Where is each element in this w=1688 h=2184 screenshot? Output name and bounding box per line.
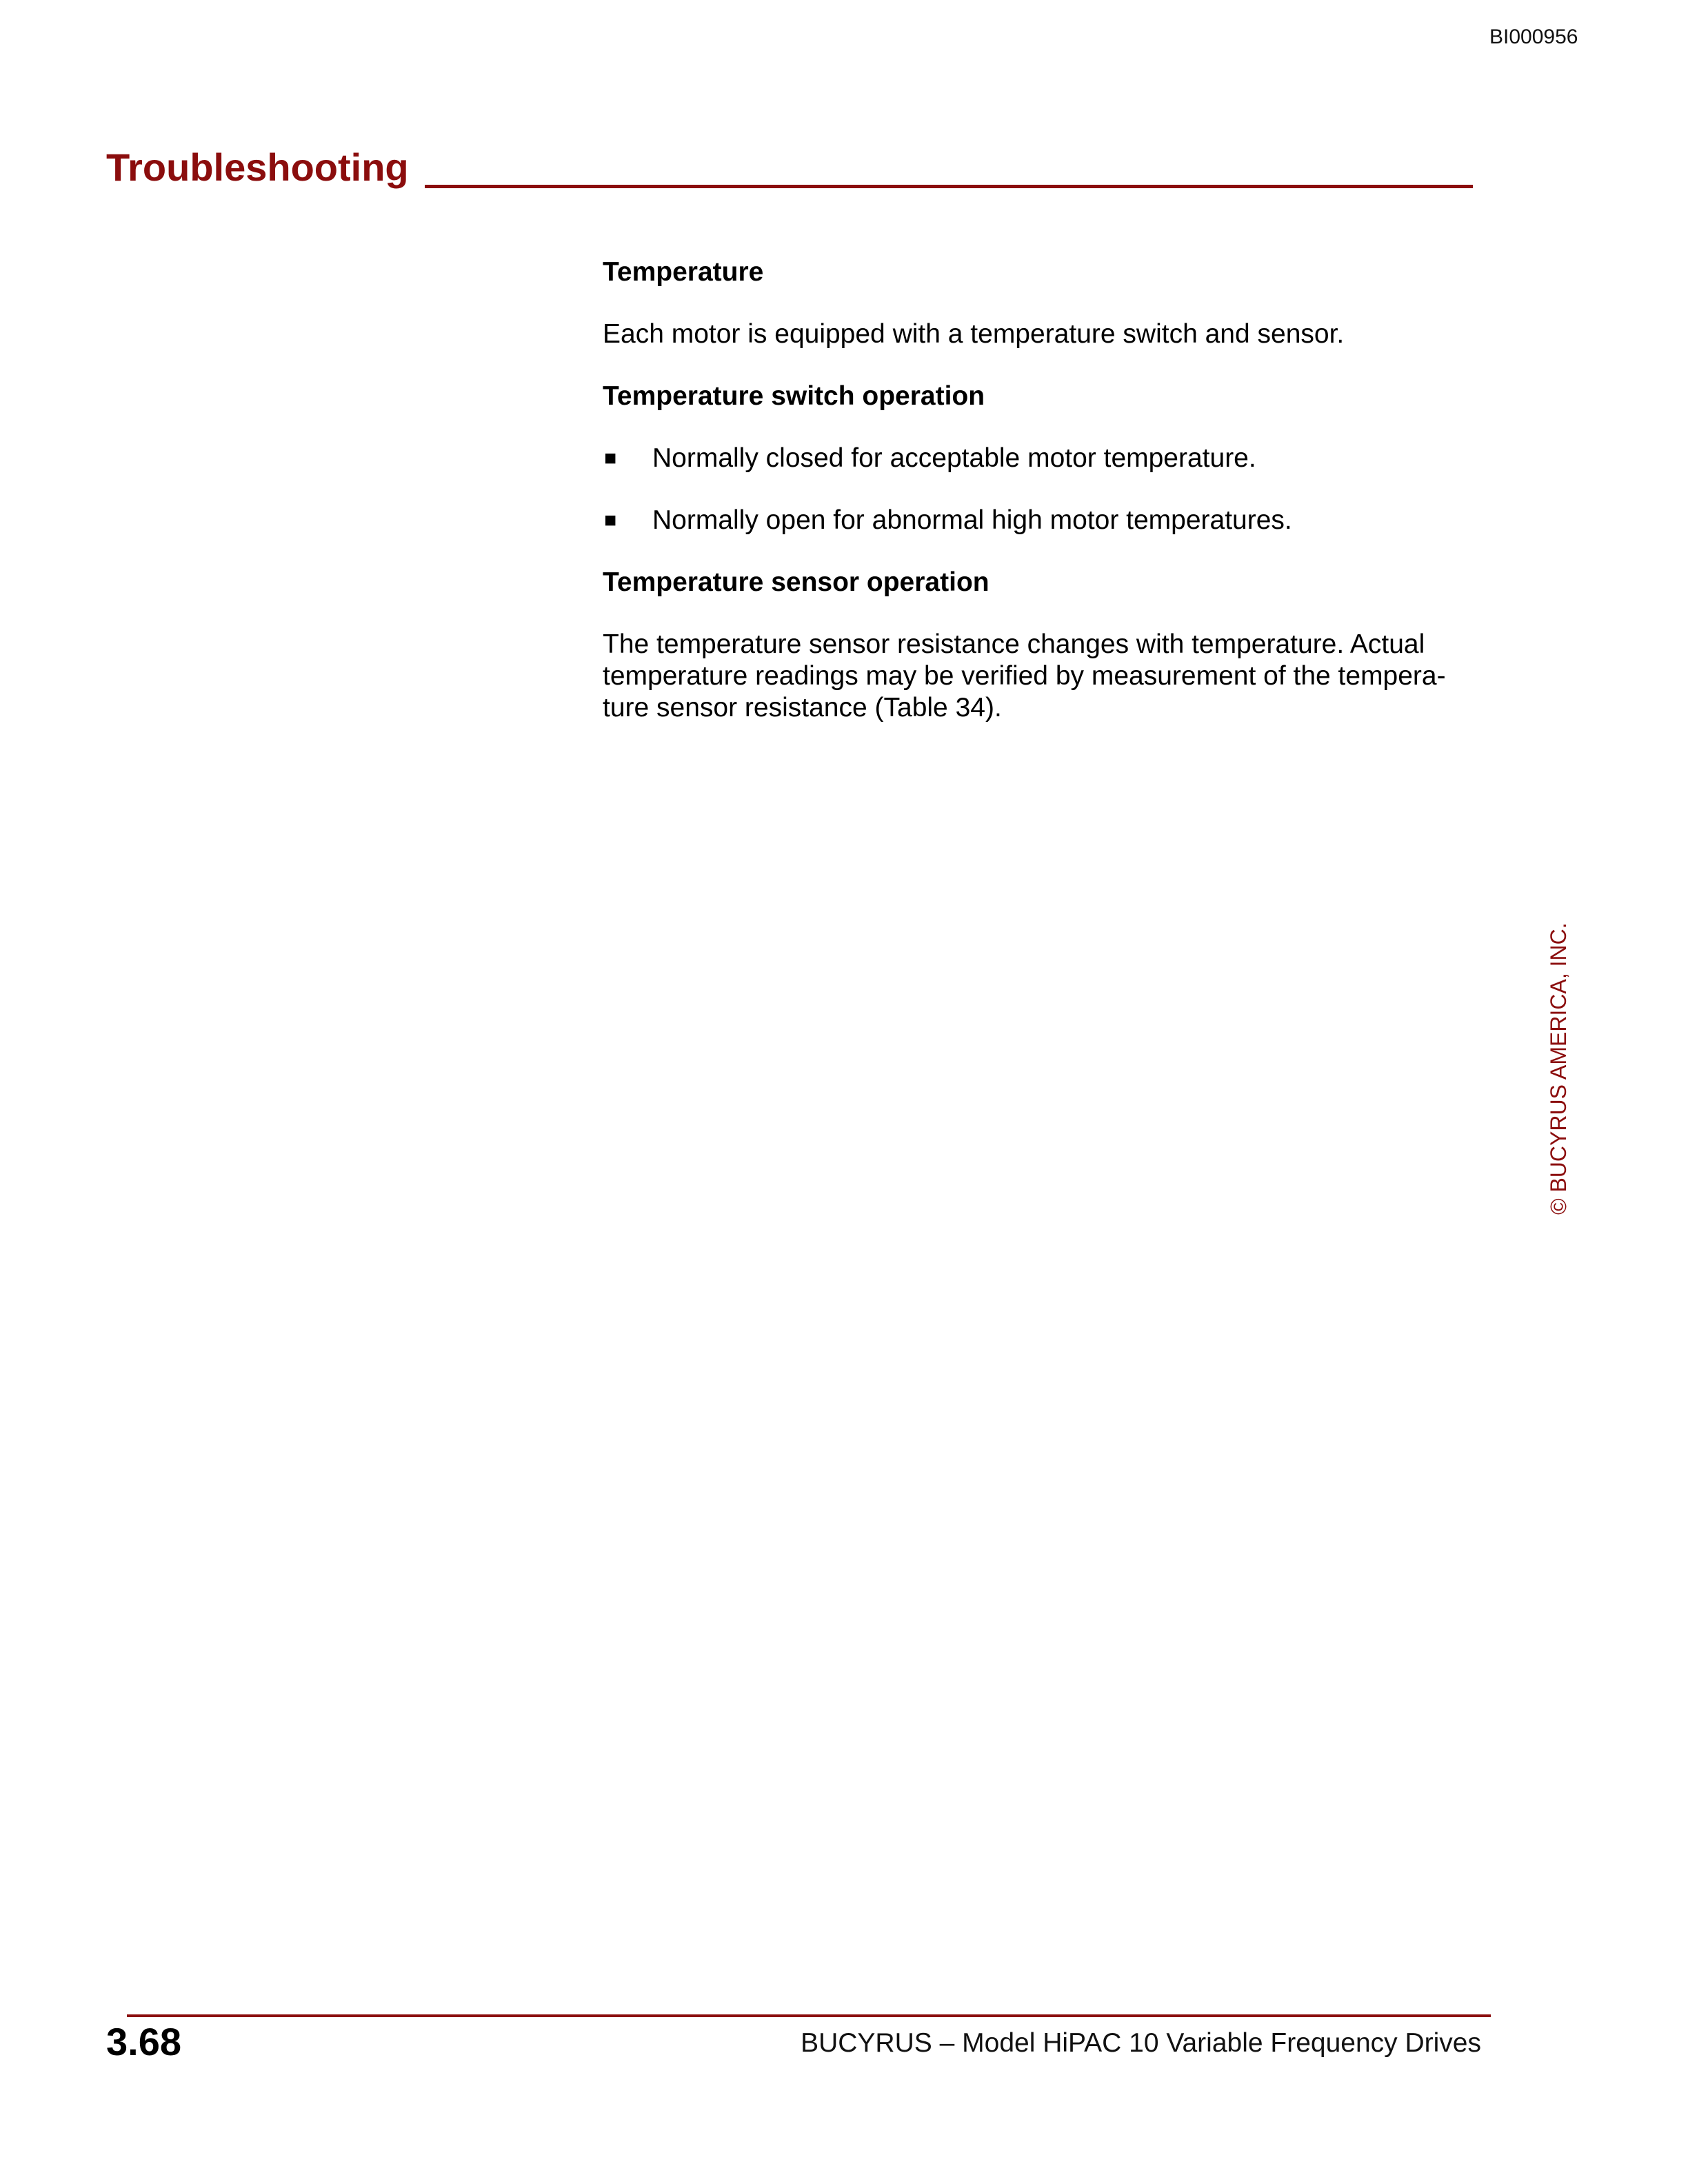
intro-paragraph: Each motor is equipped with a temperature switch and sensor. bbox=[603, 319, 1345, 349]
section-header bbox=[106, 143, 1473, 193]
page-number: 3.68 bbox=[106, 2020, 181, 2063]
switch-operation-heading: Temperature switch operation bbox=[603, 381, 985, 411]
footer-rule bbox=[127, 2014, 1491, 2017]
section-title-rule bbox=[425, 185, 1473, 188]
document-id: BI000956 bbox=[1489, 26, 1578, 48]
copyright-notice: © BUCYRUS AMERICA, INC. bbox=[1546, 922, 1571, 1215]
section-title: Troubleshooting bbox=[106, 145, 409, 189]
bullet-text: Normally closed for acceptable motor temperature. bbox=[652, 443, 1256, 473]
square-bullet-icon: ■ bbox=[604, 447, 617, 469]
temperature-heading: Temperature bbox=[603, 257, 764, 287]
square-bullet-icon: ■ bbox=[604, 509, 617, 532]
list-item bbox=[603, 443, 1476, 474]
sensor-operation-heading: Temperature sensor operation bbox=[603, 567, 989, 597]
footer-title: BUCYRUS – Model HiPAC 10 Variable Frequency Drives bbox=[801, 2028, 1481, 2058]
main-content bbox=[603, 256, 1476, 724]
sensor-paragraph: The temperature sensor resistance changes with temperature. Actual temperature readings may be verified by measurement of the tempera-ture sensor resistance (Table 34). bbox=[603, 629, 1446, 722]
bullet-text: Normally open for abnormal high motor temperatures. bbox=[652, 505, 1292, 535]
list-item bbox=[603, 505, 1476, 536]
